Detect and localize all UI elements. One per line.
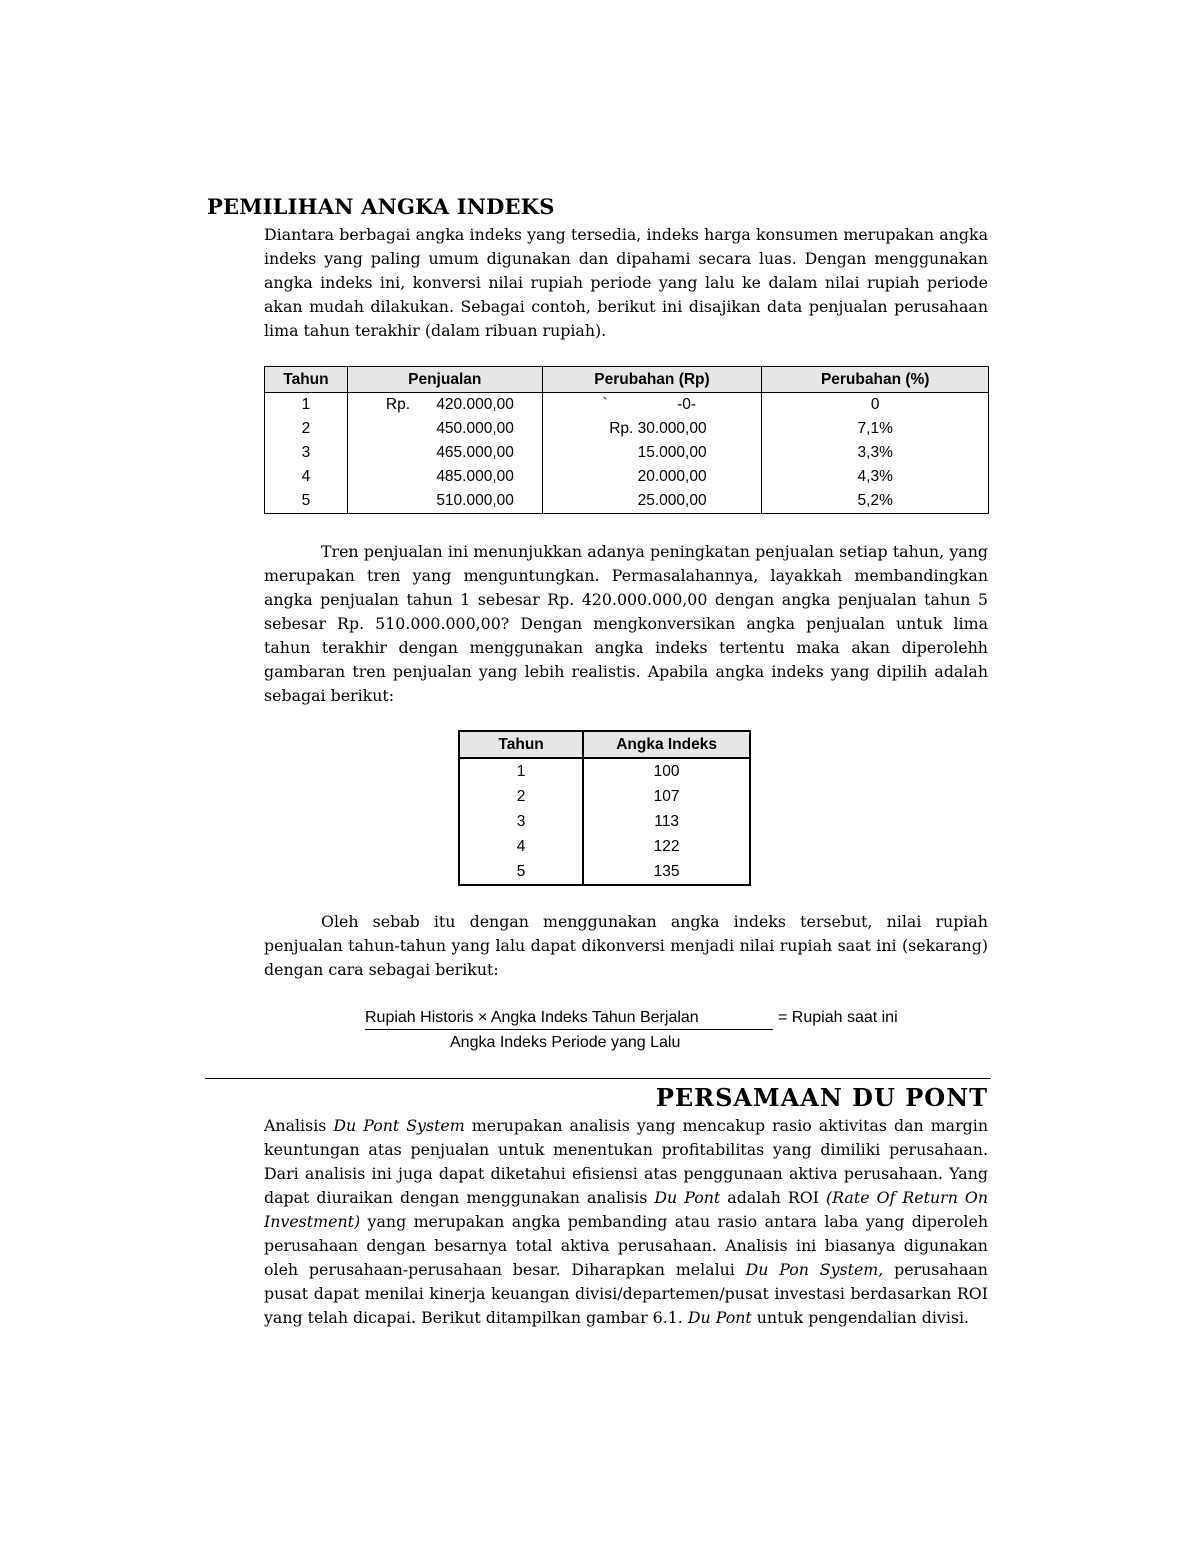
sales-table bbox=[264, 366, 989, 514]
cell-perubahan-pct: 5,2% bbox=[762, 489, 989, 514]
du-pont-paragraph: Analisis Du Pont System merupakan analisis yang mencakup rasio aktivitas dan margin keuntungan atas penjualan untuk menentukan profitabilitas yang dimiliki perusahaan. Dari analisis ini juga dapat diketahui efisiensi atas penggunaan aktiva perusahaan. Yang dapat diuraikan dengan menggunakan analisis Du Pont adalah ROI (Rate Of Return On Investment) yang merupakan angka pembanding atau rasio antara laba yang diperoleh perusahaan dengan besarnya total aktiva perusahaan. Analisis ini biasanya digunakan oleh perusahaan-perusahaan besar. Diharapkan melalui Du Pon System, perusahaan pusat dapat menilai kinerja keuangan divisi/departemen/pusat investasi berdasarkan ROI yang telah dicapai. Berikut ditampilkan gambar 6.1. Du Pont untuk pengendalian divisi. bbox=[264, 1116, 989, 1327]
table-row: 4 122 bbox=[459, 834, 750, 859]
cell-perubahan-pct: 0 bbox=[762, 393, 989, 418]
trend-paragraph: Tren penjualan ini menunjukkan adanya peningkatan penjualan setiap tahun, yang merupakan tren yang menguntungkan. Permasalahannya, layakkah membandingkan angka penjualan tahun 1 sebesar Rp. 420.000.000,00 dengan angka penjualan tahun 5 sebesar Rp. 510.000.000,00? Dengan mengkonversikan angka penjualan untuk lima tahun terakhir dengan menggunakan angka indeks tertentu maka akan diperolehh gambaran tren penjualan yang lebih realistis. Apabila angka indeks yang dipilih adalah sebagai berikut: bbox=[264, 542, 988, 705]
conversion-paragraph: Oleh sebab itu dengan menggunakan angka indeks tersebut, nilai rupiah penjualan tahun-tahun yang lalu dapat dikonversi menjadi nilai rupiah saat ini (sekarang) dengan cara sebagai berikut: bbox=[264, 912, 988, 979]
sales-table-header bbox=[265, 367, 989, 393]
cell-penjualan: 450.000,00 bbox=[347, 417, 542, 441]
cell-penjualan: 465.000,00 bbox=[347, 441, 542, 465]
cell-tahun: 2 bbox=[265, 417, 348, 441]
index-table bbox=[458, 730, 751, 886]
header-tahun: Tahun bbox=[265, 367, 348, 393]
table-row: 5 135 bbox=[459, 859, 750, 885]
index-table-header bbox=[459, 731, 750, 758]
cell-perubahan-rp: 15.000,00 bbox=[542, 441, 762, 465]
cell-perubahan-rp: 25.000,00 bbox=[542, 489, 762, 514]
cell-penjualan: Rp. 420.000,00 bbox=[347, 393, 542, 418]
cell-perubahan-rp: Rp. 30.000,00 bbox=[542, 417, 762, 441]
cell-perubahan-pct: 7,1% bbox=[762, 417, 989, 441]
cell-tahun: 5 bbox=[265, 489, 348, 514]
cell-penjualan: 485.000,00 bbox=[347, 465, 542, 489]
cell-tahun: 3 bbox=[265, 441, 348, 465]
formula-result: = Rupiah saat ini bbox=[778, 1009, 898, 1026]
header-tahun: Tahun bbox=[459, 731, 583, 758]
formula-denominator: Angka Indeks Periode yang Lalu bbox=[450, 1034, 681, 1051]
section-title-pemilihan-angka-indeks: PEMILIHAN ANGKA INDEKS bbox=[207, 194, 555, 219]
intro-paragraph: Diantara berbagai angka indeks yang tersedia, indeks harga konsumen merupakan angka indeks yang paling umum digunakan dan dipahami secara luas. Dengan menggunakan angka indeks ini, konversi nilai rupiah periode yang lalu ke dalam nilai rupiah periode akan mudah dilakukan. Sebagai contoh, berikut ini disajikan data penjualan perusahaan lima tahun terakhir (dalam ribuan rupiah). bbox=[264, 225, 988, 340]
table-row bbox=[265, 417, 989, 441]
cell-perubahan-rp: ` -0- bbox=[542, 393, 762, 418]
cell-tahun: 1 bbox=[265, 393, 348, 418]
cell-penjualan: 510.000,00 bbox=[347, 489, 542, 514]
table-row: 2 107 bbox=[459, 784, 750, 809]
cell-perubahan-rp: 20.000,00 bbox=[542, 465, 762, 489]
cell-perubahan-pct: 3,3% bbox=[762, 441, 989, 465]
header-perubahan-pct: Perubahan (%) bbox=[762, 367, 989, 393]
header-penjualan: Penjualan bbox=[347, 367, 542, 393]
formula-numerator: Rupiah Historis × Angka Indeks Tahun Berjalan bbox=[365, 1009, 773, 1030]
section-divider bbox=[205, 1078, 991, 1079]
header-perubahan-rp: Perubahan (Rp) bbox=[542, 367, 762, 393]
table-row bbox=[265, 489, 989, 514]
cell-perubahan-pct: 4,3% bbox=[762, 465, 989, 489]
tick-mark: ` bbox=[602, 396, 608, 413]
table-row: 3 113 bbox=[459, 809, 750, 834]
table-row bbox=[265, 441, 989, 465]
currency-label: Rp. bbox=[385, 396, 411, 413]
header-angka-indeks: Angka Indeks bbox=[583, 731, 750, 758]
table-row: 1 100 bbox=[459, 758, 750, 784]
cell-tahun: 4 bbox=[265, 465, 348, 489]
table-row bbox=[265, 393, 989, 418]
section-title-persamaan-du-pont: PERSAMAAN DU PONT bbox=[655, 1083, 988, 1112]
table-row bbox=[265, 465, 989, 489]
